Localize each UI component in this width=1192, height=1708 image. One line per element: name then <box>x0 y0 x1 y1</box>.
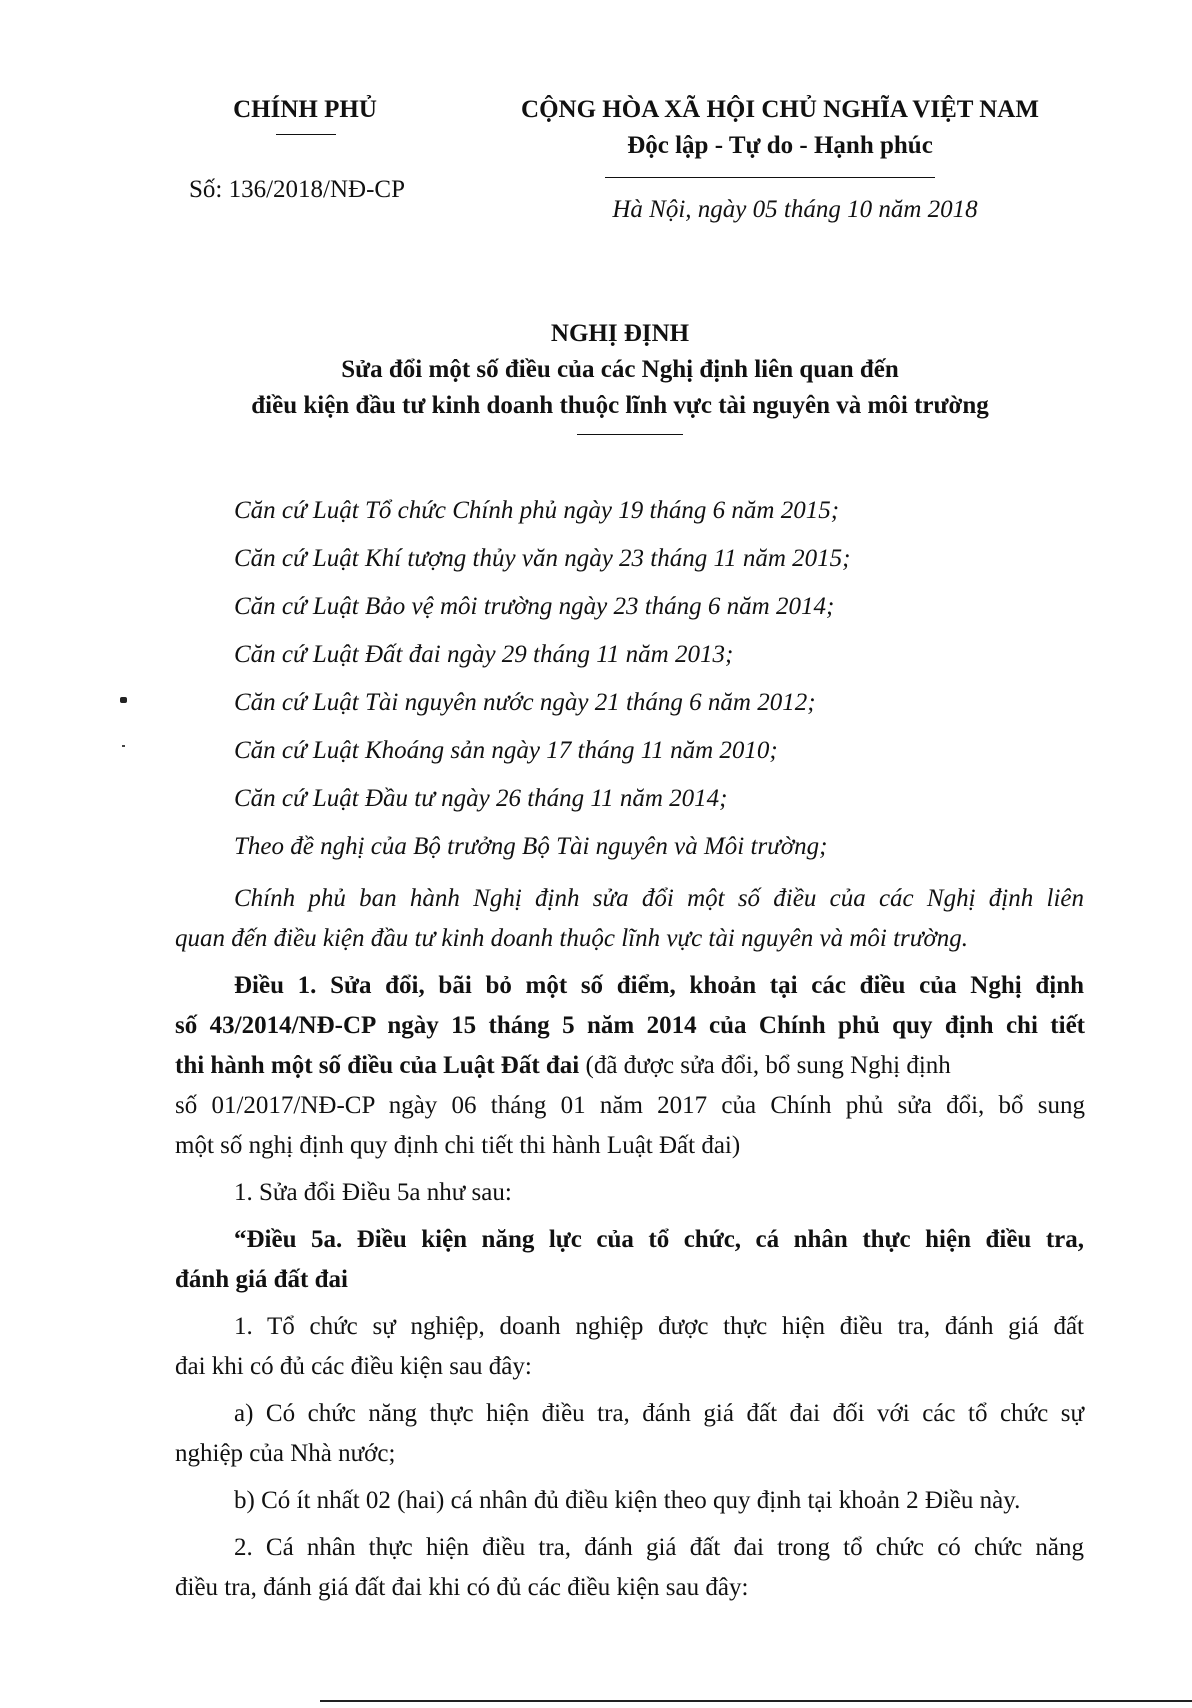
basis-line: Căn cứ Luật Khí tượng thủy văn ngày 23 tháng 11 năm 2015; <box>234 545 851 572</box>
title-line-2: điều kiện đầu tư kinh doanh thuộc lĩnh vực tài nguyên và môi trường <box>251 392 989 419</box>
basis-line: Căn cứ Luật Tổ chức Chính phủ ngày 19 tháng 6 năm 2015; <box>234 497 840 524</box>
article1-line-1: Điều 1. Sửa đổi, bãi bỏ một số điểm, khoản tại các điều của Nghị định <box>234 972 1084 999</box>
title-underline <box>577 434 683 435</box>
basis-line: Căn cứ Luật Đất đai ngày 29 tháng 11 năm 2013; <box>234 641 734 668</box>
article5a-a-line-2: nghiệp của Nhà nước; <box>175 1440 396 1467</box>
article1-amendment-note: (đã được sửa đổi, bổ sung Nghị định <box>579 1052 951 1079</box>
article1-law-name: thi hành một số điều của Luật Đất đai <box>175 1052 580 1079</box>
place-and-date: Hà Nội, ngày 05 tháng 10 năm 2018 <box>612 196 978 223</box>
article5a-p1-line-1: 1. Tổ chức sự nghiệp, doanh nghiệp được thực hiện điều tra, đánh giá đất <box>234 1313 1084 1340</box>
document-number: Số: 136/2018/NĐ-CP <box>189 176 406 203</box>
article1-line-5: một số nghị định quy định chi tiết thi hành Luật Đất đai) <box>175 1132 741 1159</box>
clause-1: 1. Sửa đổi Điều 5a như sau: <box>234 1179 512 1206</box>
scan-speck <box>122 745 125 747</box>
article1-line-4: số 01/2017/NĐ-CP ngày 06 tháng 01 năm 2017 của Chính phủ sửa đổi, bổ sung <box>175 1092 1085 1119</box>
issuer-underline <box>276 134 336 135</box>
article5a-a-line-1: a) Có chức năng thực hiện điều tra, đánh giá đất đai đối với các tổ chức sự <box>234 1400 1084 1427</box>
basis-line: Theo đề nghị của Bộ trưởng Bộ Tài nguyên và Môi trường; <box>234 833 828 860</box>
article1-line-3 <box>175 1046 1085 1086</box>
article5a-p1-line-2: đai khi có đủ các điều kiện sau đây: <box>175 1353 532 1380</box>
article5a-b: b) Có ít nhất 02 (hai) cá nhân đủ điều kiện theo quy định tại khoản 2 Điều này. <box>234 1487 1021 1514</box>
article5a-heading-line-2: đánh giá đất đai <box>175 1266 348 1293</box>
promulgation-line-1: Chính phủ ban hành Nghị định sửa đổi một số điều của các Nghị định liên <box>234 885 1084 912</box>
country-name: CỘNG HÒA XÃ HỘI CHỦ NGHĨA VIỆT NAM <box>521 96 1039 123</box>
basis-line: Căn cứ Luật Đầu tư ngày 26 tháng 11 năm 2014; <box>234 785 728 812</box>
basis-line: Căn cứ Luật Tài nguyên nước ngày 21 tháng 6 năm 2012; <box>234 689 816 716</box>
article5a-heading-line-1: “Điều 5a. Điều kiện năng lực của tổ chức, cá nhân thực hiện điều tra, <box>234 1226 1084 1253</box>
scan-edge <box>320 1700 1192 1702</box>
national-motto: Độc lập - Tự do - Hạnh phúc <box>627 132 933 159</box>
article1-line-2: số 43/2014/NĐ-CP ngày 15 tháng 5 năm 2014 của Chính phủ quy định chi tiết <box>175 1012 1085 1039</box>
article5a-p2-line-2: điều tra, đánh giá đất đai khi có đủ các điều kiện sau đây: <box>175 1574 749 1601</box>
document-type: NGHỊ ĐỊNH <box>550 320 690 347</box>
issuer-name: CHÍNH PHỦ <box>233 96 377 123</box>
basis-line: Căn cứ Luật Khoáng sản ngày 17 tháng 11 năm 2010; <box>234 737 778 764</box>
article5a-p2-line-1: 2. Cá nhân thực hiện điều tra, đánh giá đất đai trong tổ chức có chức năng <box>234 1534 1084 1561</box>
scan-speck <box>120 697 127 703</box>
motto-underline <box>605 177 935 178</box>
title-line-1: Sửa đổi một số điều của các Nghị định liên quan đến <box>341 356 899 383</box>
promulgation-line-2: quan đến điều kiện đầu tư kinh doanh thuộc lĩnh vực tài nguyên và môi trường. <box>175 925 968 952</box>
basis-line: Căn cứ Luật Bảo vệ môi trường ngày 23 tháng 6 năm 2014; <box>234 593 835 620</box>
